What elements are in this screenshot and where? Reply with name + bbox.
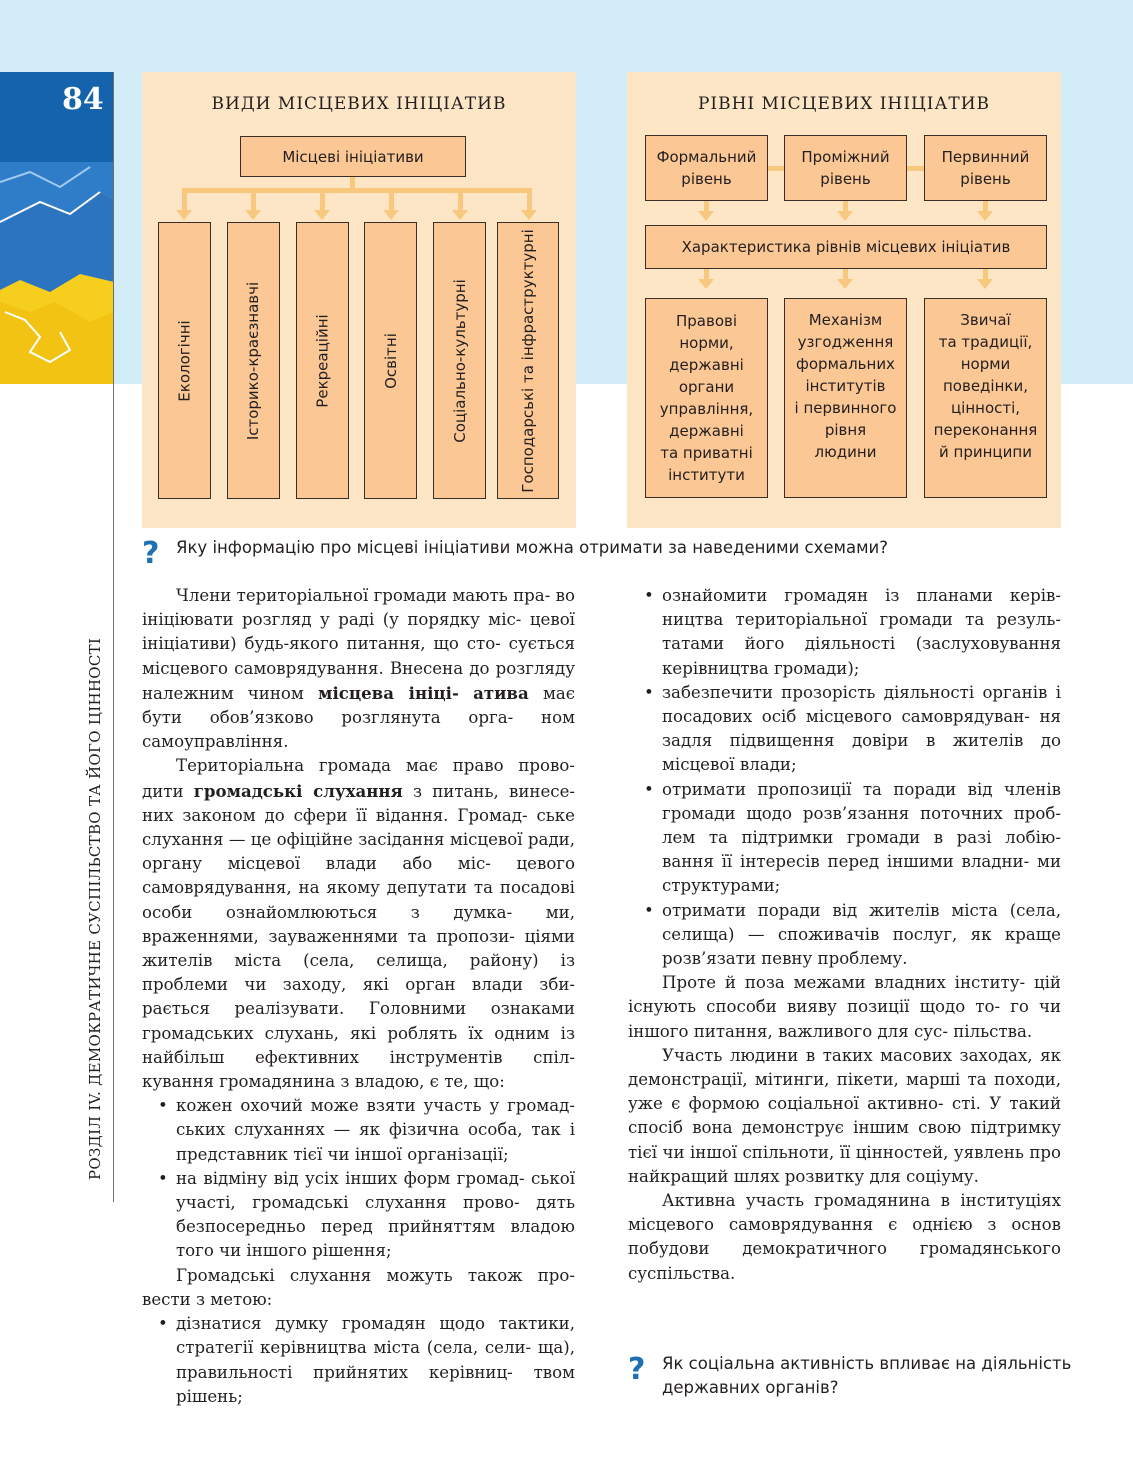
detail-line: рівня — [824, 421, 867, 439]
text-line: забезпечити прозорість діяльності органів — [662, 682, 1048, 702]
arrow-head-5 — [452, 210, 468, 220]
connector-horizontal-bus — [182, 188, 532, 193]
type-label: Господарські та інфраструктурні — [519, 228, 537, 493]
detail-line: інститутів — [805, 377, 886, 395]
text-line: Громадські слухання можуть також про- — [176, 1265, 575, 1285]
text-line: лем та підтримки громади в разі лобію- — [662, 828, 1061, 848]
detail-line: й принципи — [939, 443, 1032, 461]
list-item — [628, 899, 1061, 972]
detail-line: поведінки, — [943, 377, 1028, 395]
question-2 — [662, 1352, 1082, 1400]
text-line: із проблеми чи заходу, які орган влади зби- — [142, 951, 575, 995]
text-line: Територіальна громада має право прово- — [176, 756, 575, 776]
connector-detail-1 — [704, 269, 709, 279]
text-line: кожен охочий може взяти участь у громад- — [176, 1096, 575, 1116]
text-line: керівництва громади); — [662, 658, 860, 678]
connector-drop-6 — [527, 190, 532, 210]
arrow-head-2 — [245, 210, 261, 220]
type-box-educational — [364, 222, 417, 499]
paragraph-3 — [142, 1264, 575, 1312]
level-label: рівень — [960, 170, 1011, 188]
text-line: ми, враженнями, зауваженнями та пропози- — [142, 902, 575, 946]
arrow-head-detail-3 — [977, 279, 993, 289]
detail-line: Правові — [675, 312, 738, 330]
question-2-line: державних органів? — [662, 1378, 839, 1397]
right-text-column — [628, 584, 1061, 1286]
connector-drop-3 — [320, 190, 325, 210]
text-line: ське слухання — це офіційне засідання — [142, 805, 575, 850]
arrow-head-detail-2 — [837, 279, 853, 289]
arrow-head-level-2 — [837, 211, 853, 221]
text-line: ських слуханнях — як фізична особа, так — [176, 1120, 561, 1140]
text-line: свою підтримку тієї чи іншої спільноти, її — [628, 1118, 1061, 1162]
detail-line: управління, — [659, 400, 754, 418]
detail-line: переконання — [933, 421, 1038, 439]
text-line: ми структурами; — [662, 852, 1061, 896]
text-line: побудови демократичного громадянського — [628, 1239, 1061, 1259]
text-line: владою того чи іншого рішення; — [176, 1217, 575, 1261]
section-side-label: РОЗДІЛ IV. ДЕМОКРАТИЧНЕ СУСПІЛЬСТВО ТА ЙОГО ЦІННОСТІ — [86, 637, 104, 1180]
text-line: ознайомити громадян із планами керів- — [662, 586, 1061, 605]
text-line: ня задля підвищення довіри в жителів до — [662, 707, 1062, 751]
list-item — [628, 584, 1061, 681]
detail-line: норми — [960, 355, 1011, 373]
text-line: місцевої ради, органу місцевої влади або міс- — [142, 830, 575, 874]
text-line: селища) — споживачів послуг, як краще — [662, 924, 1061, 944]
text-line: як демонстрації, мітинги, пікети, марші та — [628, 1045, 1061, 1090]
list-item — [628, 778, 1061, 899]
connector-level-1 — [704, 201, 709, 211]
text-line: ництва територіальної громади та резуль- — [662, 610, 1061, 630]
type-label: Освітні — [381, 332, 400, 389]
type-box-sociocultural — [433, 222, 486, 499]
text-line: Активна участь громадянина в інституціях — [662, 1191, 1061, 1211]
type-label: Соціально-культурні — [450, 278, 469, 443]
connector-drop-1 — [182, 190, 187, 210]
text-line: твом рішень; — [176, 1362, 575, 1406]
type-box-ecological — [158, 222, 211, 499]
arrow-head-level-3 — [977, 211, 993, 221]
question-1: Яку інформацію про місцеві ініціативи можна отримати за наведеними схемами? — [176, 538, 889, 557]
arrow-head-6 — [521, 210, 537, 220]
detail-line: Механізм — [808, 311, 883, 329]
detail-line: цінності, — [950, 399, 1021, 417]
level-label: Первинний — [941, 148, 1030, 166]
type-box-recreational — [296, 222, 349, 499]
bold-term: місцева ініці- — [318, 682, 459, 703]
detail-box-intermediate — [784, 298, 907, 498]
list-item — [628, 681, 1061, 778]
text-line: вести з метою: — [142, 1289, 273, 1309]
text-line: рається реалізувати. Головними ознаками — [142, 999, 575, 1019]
arrow-head-4 — [383, 210, 399, 220]
text-line: дізнатися думку громадян щодо тактики, — [176, 1314, 575, 1334]
level-label: Формальний — [656, 148, 757, 166]
detail-box-primary — [924, 298, 1047, 498]
hearings-features-list — [142, 1094, 575, 1263]
text-line: з питань, винесе- — [412, 781, 575, 801]
text-line: во ініціювати розгляд у раді (у порядку міс- — [142, 586, 575, 630]
text-line: них законом до сфери її відання. Громад- — [142, 805, 528, 825]
text-line: цевого самоврядування, на якому депутати — [142, 854, 575, 898]
arrow-head-level-1 — [698, 211, 714, 221]
text-line: місцевої влади; — [662, 755, 797, 775]
detail-line: узгодження — [797, 333, 894, 351]
types-diagram-panel — [142, 72, 576, 528]
page-number: 84 — [62, 82, 104, 117]
text-line: і представник тієї чи іншої організації; — [176, 1120, 576, 1164]
list-item — [142, 1094, 575, 1167]
text-line: го чи іншого питання, важливого для сус- — [628, 997, 1061, 1041]
arrow-head-3 — [314, 210, 330, 220]
text-line: ської участі, громадські слухання прово- — [176, 1168, 575, 1213]
text-line: дять безпосередньо перед прийняттям — [176, 1193, 575, 1237]
text-line: сті. У такий спосіб вона демонструє іншим — [628, 1094, 1061, 1138]
connector-detail-3 — [983, 269, 988, 279]
text-line: отримати поради від жителів міста (села, — [662, 900, 1061, 920]
text-line: Участь людини в таких масових заходах, — [662, 1045, 1033, 1065]
type-label: Екологічні — [175, 319, 194, 402]
connector-drop-2 — [251, 190, 256, 210]
arrow-head-detail-1 — [698, 279, 714, 289]
text-line: із найбільш ефективних інструментів спіл- — [142, 1023, 575, 1067]
paragraph-4 — [628, 971, 1061, 1044]
detail-line: формальних — [796, 355, 895, 373]
text-line: цевої ініціативи) будь-якого питання, що сто- — [142, 610, 575, 654]
type-label: Рекреаційні — [313, 313, 332, 408]
paragraph-5 — [628, 1044, 1061, 1189]
level-box-intermediate — [784, 135, 907, 201]
text-line: отримати пропозиції та поради від членів — [662, 779, 1061, 799]
text-line: розв’язати певну проблему. — [662, 949, 908, 969]
ukraine-map-icon — [0, 162, 114, 384]
hearings-goals-list-continued — [628, 584, 1061, 971]
level-box-formal — [645, 135, 768, 201]
type-box-historical — [227, 222, 280, 499]
level-box-primary — [924, 135, 1047, 201]
type-label: Історико-краєзнавчі — [244, 281, 263, 440]
levels-diagram-title: РІВНІ МІСЦЕВИХ ІНІЦІАТИВ — [697, 94, 991, 114]
text-line: вання її інтересів перед іншими владни- — [662, 852, 1030, 872]
paragraph-1 — [142, 584, 575, 754]
characteristics-box — [645, 225, 1047, 269]
detail-line: та традиції, — [938, 333, 1033, 351]
levels-diagram-panel — [627, 72, 1061, 528]
detail-line: органи — [678, 378, 735, 396]
hearings-goals-list — [142, 1312, 575, 1409]
list-item — [142, 1312, 575, 1409]
text-line: татами його діяльності (заслуховування — [662, 634, 1061, 654]
detail-line: державні — [669, 356, 744, 374]
text-line: Проте й поза межами владних інститу- — [662, 973, 1026, 993]
text-line: Члени територіальної громади мають пра- — [176, 586, 551, 605]
connector-level-2 — [843, 201, 848, 211]
detail-line: і первинного — [794, 399, 897, 417]
types-diagram-title: ВИДИ МІСЦЕВИХ ІНІЦІАТИВ — [211, 94, 507, 114]
text-line: ціями жителів міста (села, селища, району) — [142, 926, 575, 971]
arrow-head-1 — [176, 210, 192, 220]
text-line: має бути обов’язково розглянута орга- — [142, 683, 576, 728]
text-line: дити — [142, 781, 184, 801]
text-line: ном самоуправління. — [142, 708, 575, 752]
connector-drop-5 — [458, 190, 463, 210]
text-line: стратегії керівництва міста (села, сели- — [176, 1338, 532, 1358]
question-2-line: Як соціальна активність впливає на діяльність — [662, 1354, 1072, 1373]
question-mark-icon: ? — [628, 1352, 646, 1387]
connector-drop-4 — [389, 190, 394, 210]
detail-line: Звичаї — [960, 311, 1011, 329]
text-line: на відміну від усіх інших форм громад- — [176, 1168, 525, 1188]
detail-line: інститути — [668, 466, 745, 484]
detail-line: та приватні — [660, 444, 753, 462]
level-label: рівень — [820, 170, 871, 188]
level-label: рівень — [681, 170, 732, 188]
text-line: походи, уже є формою соціальної активно- — [628, 1070, 1061, 1114]
text-line: сується місцевого самоврядування. Внесена — [142, 634, 575, 678]
left-text-column — [142, 584, 575, 1409]
paragraph-2 — [142, 754, 575, 1094]
detail-box-formal — [645, 298, 768, 498]
level-label: Проміжний — [801, 148, 890, 166]
text-line: та посадові особи ознайомлюються з думка- — [142, 878, 575, 922]
root-label: Місцеві ініціативи — [282, 147, 424, 166]
text-line: громади щодо розв’язання поточних проб- — [662, 803, 1061, 823]
side-divider-line — [113, 72, 114, 1202]
detail-line: людини — [814, 443, 877, 461]
detail-line: норми, — [679, 334, 734, 352]
bold-term: атива — [473, 682, 529, 703]
text-line: цій існують способи вияву позиції щодо то- — [628, 973, 1061, 1017]
text-line: і посадових осіб місцевого самоврядуван- — [662, 682, 1061, 727]
text-line: громадських слухань, які роблять їх одним — [142, 1023, 550, 1043]
text-line: суспільства. — [628, 1263, 736, 1283]
text-line: кування громадянина з владою, є те, що: — [142, 1072, 505, 1092]
list-item — [142, 1167, 575, 1264]
characteristics-label: Характеристика рівнів місцевих ініціатив — [681, 238, 1011, 256]
detail-line: державні — [669, 422, 744, 440]
text-line: ща), правильності прийнятих керівниц- — [176, 1338, 575, 1382]
connector-detail-2 — [843, 269, 848, 279]
text-line: місцевого самоврядування є однією з основ — [628, 1215, 1061, 1235]
connector-level-3 — [983, 201, 988, 211]
text-line: пільства. — [953, 1021, 1033, 1041]
bold-term: громадські слухання — [193, 780, 403, 801]
root-box — [240, 136, 466, 177]
type-box-economic — [497, 222, 559, 499]
question-mark-icon: ? — [142, 536, 160, 571]
text-line: до розгляду належним чином — [142, 658, 575, 703]
paragraph-6 — [628, 1189, 1061, 1286]
text-line: розвитку для соціуму. — [784, 1166, 979, 1186]
text-line: цінностей, уявлень про найкращий шлях — [628, 1142, 1061, 1186]
